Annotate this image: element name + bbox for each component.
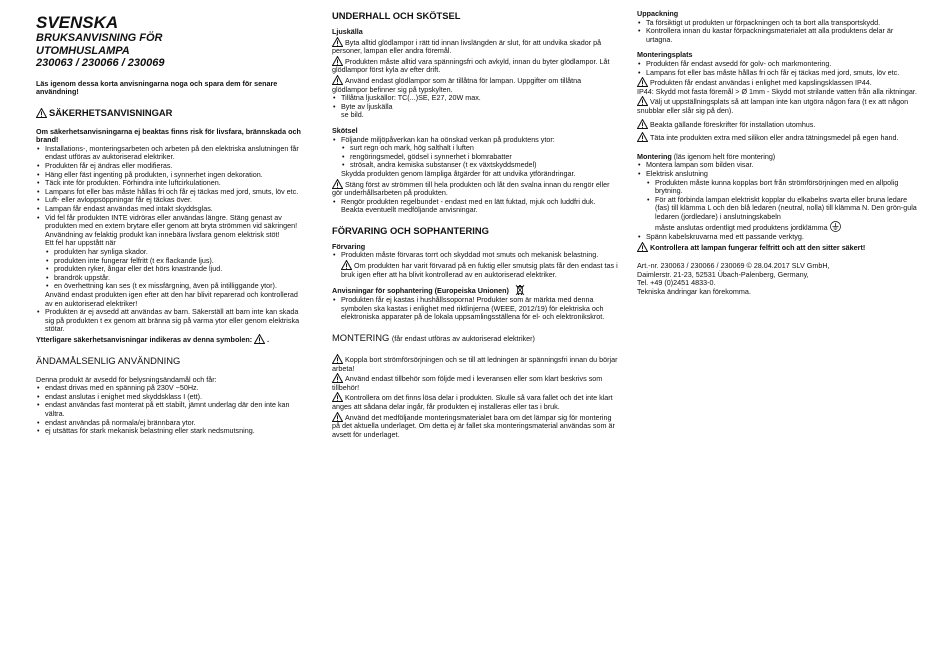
list-item: • endast användas på normala/ej brännbara ytor. <box>45 419 304 428</box>
list-item: • För att förbinda lampan elektriskt kopplar du elkabelns svarta eller bruna ledare (fas) till klämma L och den blå ledaren (neutral, nolla) till klämma N. Den grön-gula ledaren (jordledare) i anslutningskabeln <box>655 196 919 222</box>
warning-icon <box>637 242 648 252</box>
list-item: • Installations-, monteringsarbeten och arbeten på den elektriska anslutningen får endast utföras av auktoriserad elektriker. <box>45 145 304 162</box>
store-heading: Förvaring <box>332 241 366 251</box>
list-item: • brandrök uppstår. <box>54 274 304 283</box>
warning-icon <box>254 334 265 344</box>
symbol-note: Ytterligare säkerhetsanvisningar indikeras av denna symbolen: . <box>36 334 270 344</box>
list-item: • Produkten får ej ändras eller modifieras. <box>45 162 304 171</box>
storage-heading: FÖRVARING OCH SOPHANTERING <box>332 224 489 236</box>
list-item: • Produkten måste kunna kopplas bort från strömförsörjningen med en allpolig brytning. <box>655 179 919 196</box>
list-item: • produkten inte fungerar felfritt (t ex flackande ljus). <box>54 257 304 266</box>
final-warning: Kontrollera att lampan fungerar felfritt och att den sitter säkert! <box>637 242 919 253</box>
list-item: • produkten ryker, ångar eller det hörs knastrande ljud. <box>54 265 304 274</box>
care-after: Skydda produkten genom lämpliga åtgärder för att undvika ytförändringar. <box>341 168 576 178</box>
warning-icon <box>332 75 343 85</box>
safety-lead: Om säkerhetsanvisningarna ej beaktas finns risk för livsfara, brännskada och brand! <box>36 126 301 145</box>
site-warning-ip: Produkten får endast användas i enlighet med kapslingsklassen IP44. <box>637 77 919 88</box>
list-item: • en överhettning kan ses (t ex missfärgning, även på intilliggande ytor). <box>54 282 304 291</box>
list-item: • strösalt, andra kemiska substanser (t ex växtskyddsmedel) <box>350 161 618 170</box>
intro-text: Läs igenom dessa korta anvisningarna noga och spara dem för senare användning! <box>36 78 278 97</box>
light-warning-2: Produkten måste alltid vara spänningsfri och avkyld, innan du byter glödlampor. Låt glödlampor först kyla av efter drift. <box>332 56 610 75</box>
list-item: • endast anslutas i enighet med skyddsklass I (ett). <box>45 393 304 402</box>
mounting-heading: MONTERING (får endast utföras av auktoriserad elektriker) <box>332 332 535 344</box>
list-item: • Luft- eller avloppsöppningar får ej täckas över. <box>45 196 304 205</box>
unpacking-heading: Uppackning <box>637 9 679 18</box>
list-item: • Produkten får endast avsedd för golv- och markmontering. <box>646 60 919 69</box>
fault-list <box>36 248 304 291</box>
care-warning: Stäng först av strömmen till hela produkten och låt den svalna innan du rengör eller gör underhållsarbeten på produkten. <box>332 179 610 198</box>
fault-after: Använd endast produkten igen efter att den har blivit reparerad och kontrollerad av en auktoriserad elektriker! <box>45 289 298 308</box>
disposal-list <box>332 296 618 322</box>
mounting-sub-heading: Montering (läs igenom helt före montering) <box>637 151 776 161</box>
column-left <box>36 10 304 436</box>
purpose-list <box>36 384 304 436</box>
list-item: • Täck inte för produkten. Förhindra inte luftcirkulationen. <box>45 179 304 188</box>
warning-icon <box>637 96 648 106</box>
list-item: • surt regn och mark, hög salthalt i luften <box>350 144 618 153</box>
mount-warning-1: Koppla bort strömförsörjningen och se till att ledningen är spänningsfri innan du börjar arbeta! <box>332 355 618 373</box>
doc-title-line2: UTOMHUSLAMPA <box>36 44 130 57</box>
list-item: • Lampans fot eller bas måste hållas fri och får ej täckas med jord, smuts, löv etc. <box>646 69 919 78</box>
list-item: • Vid fel får produkten INTE vidröras eller användas längre. Stäng genast av produkten med en extern brytare eller genom att bryta strömmen vid säkringen! Användning av felaktig produkt kan innebära livsfara genom elektrisk stöt! <box>45 214 304 240</box>
list-item: • endast användas fast monterat på ett stabilt, jämnt underlag där den inte kan vältra. <box>45 401 304 418</box>
unpacking-list <box>637 19 919 45</box>
list-item: • Tillåtna ljuskällor: TC(...)SE, E27, 20W max. <box>341 94 618 103</box>
list-item: • Elektrisk anslutning <box>646 170 919 179</box>
warning-icon <box>332 37 343 47</box>
list-item: • Montera lampan som bilden visar. <box>646 161 919 170</box>
list-item: • Spänn kabelskruvarna med ett passande verktyg. <box>646 233 919 242</box>
doc-title-line1: BRUKSANVISNING FÖR <box>36 32 163 44</box>
site-list <box>637 60 919 77</box>
mount-warning-2: Använd endast tillbehör som följde med i leveransen eller som klart beskrivs som tillbehör! <box>332 374 603 392</box>
warning-icon <box>341 260 352 270</box>
article-numbers: 230063 / 230066 / 230069 <box>36 57 165 69</box>
warning-icon <box>637 119 648 129</box>
warning-icon <box>637 77 648 87</box>
maintenance-heading: UNDERHALL OCH SKÖTSEL <box>332 10 461 21</box>
list-item: • Byte av ljuskälla <box>341 103 618 112</box>
warning-icon <box>332 179 343 189</box>
list-item: • Följande miljöpåverkan kan ha oönskad verkan på produktens ytor: <box>341 136 618 145</box>
ground-line: måste anslutas ordentligt med produktens jordklämma <box>637 221 919 233</box>
list-item: • ej utsättas för stark mekanisk belastning eller stark nedsmutsning. <box>45 427 304 436</box>
purpose-heading: ÄNDAMÅLSENLIG ANVÄNDNING <box>36 354 181 366</box>
site-warning-silicone: Täta inte produkten extra med silikon eller andra tätningsmedel på egen hand. <box>637 132 919 143</box>
warning-icon <box>332 392 343 402</box>
mount-warning-3: Kontrollera om det finns lösa delar i produkten. Skulle så vara fallet och det inte klart anges att sådana delar ingår, får produkten ej installeras eller tas i bruk. <box>332 393 613 411</box>
warning-icon <box>36 108 47 118</box>
list-item: • endast drivas med en spänning på 230V ~50Hz. <box>45 384 304 393</box>
list-item: • Produkten får ej kastas i hushållssoporna! Produkter som är märkta med denna symbolen ska kastas i enlighet med riktlinjerna (WEEE, 2012/19) för elektriska och elektroniska apparater på de lokala uppsamlingsställena för el- och elektronikskrot. <box>341 296 618 322</box>
purpose-lead: Denna produkt är avsedd för belysningsändamål och får: <box>36 374 217 384</box>
column-middle <box>332 10 618 439</box>
list-item: • produkten har synliga skador. <box>54 248 304 257</box>
list-item: • Lampans fot eller bas måste hållas fri och får ej täckas med jord, smuts, löv etc. <box>45 188 304 197</box>
care-clean-list <box>332 198 618 215</box>
footer-line4: Tekniska ändringar kan förekomma. <box>637 287 751 297</box>
light-item-cont: se bild. <box>341 110 364 120</box>
care-list <box>332 144 618 170</box>
children-list <box>36 308 304 334</box>
list-item: • Lampan får endast användas med intakt skyddsglas. <box>45 205 304 214</box>
footer-line2: Daimlerstr. 21-23, 52531 Übach-Palenberg, Germany, <box>637 269 809 279</box>
list-item: • Rengör produkten regelbundet - endast med en lätt fuktad, mjuk och luddfri duk. Beakta eventuellt medföljande anvisningar. <box>341 198 618 215</box>
care-heading: Skötsel <box>332 125 358 135</box>
site-warning-rules: Beakta gällande föreskrifter för installation utomhus. <box>637 119 919 130</box>
mount-warning-4: Använd det medföljande monteringsmaterialet bara om det lämpar sig för montering på det aktuella underlaget. Om detta ej är fallet ska monteringsmaterial användas som är avsett för underlaget. <box>332 412 615 439</box>
safety-list <box>36 145 304 240</box>
light-heading: Ljuskälla <box>332 27 363 36</box>
list-item: • Kontrollera innan du kastar förpackningsmaterialet att alla produktens delar är urtagna. <box>646 27 919 44</box>
footer-line3: Tel. +49 (0)2451 4833-0. <box>637 278 716 288</box>
warning-icon <box>332 412 343 422</box>
warning-icon <box>332 354 343 364</box>
store-list <box>332 251 618 260</box>
warning-icon <box>332 373 343 383</box>
footer-line1: Art.-nr. 230063 / 230066 / 230069 © 28.04.2017 SLV GmbH, <box>637 261 830 271</box>
language-title: SVENSKA <box>36 13 119 32</box>
safety-heading: SÄKERHETSANVISNINGAR <box>36 107 304 118</box>
ground-symbol-icon <box>830 221 841 232</box>
list-item: • Ta försiktigt ut produkten ur förpackningen och ta bort alla transportskydd. <box>646 19 919 28</box>
mounting-list <box>637 161 919 178</box>
list-item: • Häng eller fäst ingenting på produkten, i synnerhet ingen dekoration. <box>45 171 304 180</box>
warning-icon <box>332 56 343 66</box>
warning-icon <box>637 132 648 142</box>
light-list <box>332 94 618 111</box>
site-heading: Monteringsplats <box>637 50 693 60</box>
mounting-last-list <box>637 233 919 242</box>
list-item: • Produkten måste förvaras torrt och skyddad mot smuts och mekanisk belastning. <box>341 251 618 260</box>
light-warning-1: Byta alltid glödlampor i rätt tid innan livslängden är slut, för att undvika skador på personer, lampan eller andra föremål. <box>332 37 602 56</box>
fault-lead: Ett fel har uppstått när <box>45 238 116 248</box>
site-warning-place: Välj ut uppställningsplats så att lampan inte kan utgöra någon fara (t ex att någon snubblar eller slår sig på den). <box>637 97 909 115</box>
light-warning-3: Använd endast glödlampor som är tillåtna för lampan. Uppgifter om tillåtna glödlampor befinner sig på typskylten. <box>332 75 582 94</box>
ip-text: IP44: Skydd mot fasta föremål > Ø 1mm - Skydd mot strilande vatten från alla riktningar. <box>637 86 917 96</box>
column-right <box>637 10 919 297</box>
electric-list <box>637 179 919 222</box>
disposal-heading: Anvisningar för sophantering (Europeiska Unionen) <box>332 284 618 296</box>
list-item: • Produkten är ej avsedd att användas av barn. Säkerställ att barn inte kan skada sig på produkten t ex genom att bränna sig på varma ytor eller genom elektriska stötar. <box>45 308 304 334</box>
list-item: • rengöringsmedel, gödsel i synnerhet i blomrabatter <box>350 153 618 162</box>
store-warning: Om produkten har varit förvarad på en fuktig eller smutsig plats får den endast tas i bruk igen efter att ha blivit kontrollerad av en auktoriserad elektriker. <box>341 261 618 279</box>
